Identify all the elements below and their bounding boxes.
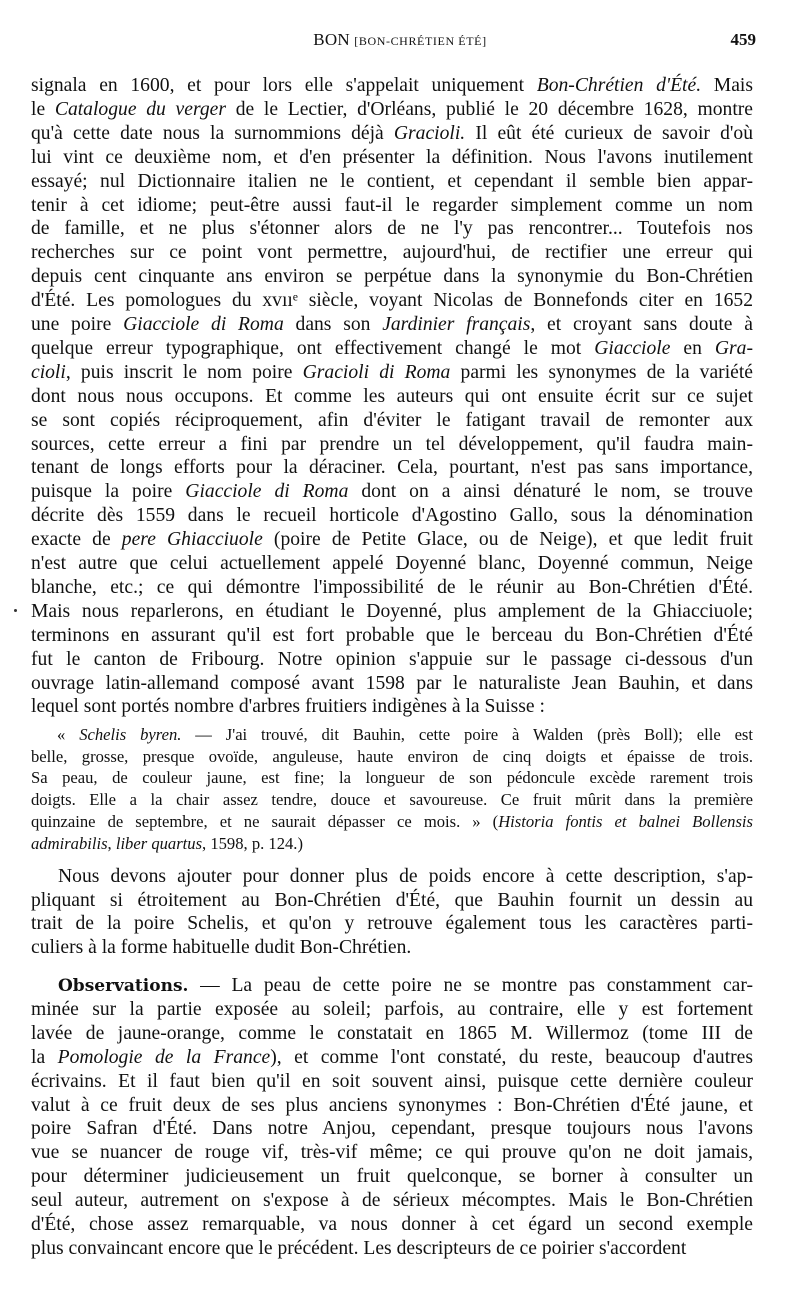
- text-segment: la: [31, 1046, 58, 1068]
- italic-segment: Schelis byren.: [79, 725, 182, 744]
- text-segment: poire Safran d'Été. Dans notre Anjou, cependant, presque toujours nous l'avons: [31, 1118, 753, 1140]
- text-segment: , et croyant sans doute à: [530, 314, 753, 335]
- text-segment: doigts. Elle a la chair assez tendre, douce et savoureuse. Ce fruit mûrit dans la première: [31, 790, 753, 810]
- italic-segment: liber quartus: [115, 833, 203, 853]
- text-line: [31, 504, 753, 527]
- text-segment: le: [31, 98, 55, 120]
- text-segment: ouvrage latin-allemand composé avant 1598 par le naturaliste Jean Bauhin, et dans: [31, 672, 753, 694]
- text-line: [31, 361, 753, 384]
- text-line: [31, 1141, 753, 1164]
- text-line: [31, 194, 753, 217]
- section-heading: Observations.: [58, 976, 189, 996]
- text-line: [31, 313, 753, 336]
- text-segment: sources, cette erreur a fini par prendre un tel développement, qu'il faudra main-: [31, 433, 753, 455]
- text-line: [31, 865, 753, 888]
- text-line: [31, 74, 753, 97]
- italic-segment: Gracioli.: [393, 122, 466, 144]
- text-segment: parmi les synonymes de la variété: [450, 361, 753, 383]
- text-segment: blanche, etc.; ce qui démontre l'impossibilité de le réunir au Bon-Chrétien d'Été.: [31, 576, 753, 598]
- text-line: [31, 385, 753, 408]
- text-segment: depuis cent cinquante ans environ se perpétue dans la synonymie du Bon-Chrétien: [31, 266, 753, 288]
- text-segment: tenant de longs efforts pour la déraciner. Cela, pourtant, n'est pas sans importance,: [31, 457, 753, 479]
- text-line: [31, 600, 753, 623]
- text-line: [31, 648, 753, 671]
- text-line: [31, 241, 753, 264]
- italic-segment: Giacciole di Roma: [123, 314, 284, 335]
- text-line: [31, 974, 753, 998]
- text-line: [31, 998, 753, 1021]
- text-line: [31, 265, 753, 288]
- text-line: [31, 98, 753, 121]
- page-number: 459: [730, 30, 756, 49]
- text-segment: culiers à la forme habituelle dudit Bon-Chrétien.: [31, 936, 412, 958]
- text-segment: Nous devons ajouter pour donner plus de poids encore à cette description, s'ap-: [58, 866, 753, 887]
- text-line: [31, 1213, 753, 1236]
- text-line: [31, 672, 753, 695]
- text-segment: fut le canton de Fribourg. Notre opinion s'appuie sur le passage ci-dessous d'un: [31, 648, 753, 670]
- text-segment: Il eût été curieux de savoir d'où: [465, 122, 753, 144]
- italic-segment: admirabilis: [31, 833, 108, 853]
- text-segment: d'Été. Les pomologues du xvııᵉ siècle, voyant Nicolas de Bonnefonds citer en 1652: [31, 290, 753, 312]
- text-segment: plus convaincant encore que le précédent. Les descripteurs de ce poirier s'accordent: [31, 1237, 687, 1259]
- italic-segment: Pomologie de la France: [57, 1046, 271, 1068]
- text-segment: se sont copiés réciproquement, afin d'éviter le fatigant travail de remonter aux: [31, 409, 753, 431]
- text-segment: décrite dès 1559 dans le recueil horticole d'Agostino Gallo, sous la dénomination: [31, 505, 753, 527]
- text-segment: (poire de Petite Glace, ou de Neige), et que ledit fruit: [262, 529, 753, 551]
- text-segment: Mais: [701, 75, 753, 96]
- running-title-sub: [BON-CHRÉTIEN ÉTÉ]: [354, 34, 487, 48]
- text-segment: pliquant si étroitement au Bon-Chrétien d'Été, que Bauhin fournit un dessin au: [31, 889, 753, 911]
- text-line: [31, 912, 753, 935]
- text-segment: valut à ce fruit deux de ses plus anciens synonymes : Bon-Chrétien d'Été jaune, et: [31, 1094, 753, 1116]
- text-segment: dont nous nous occupons. Et comme les auteurs qui ont ensuite écrit sur ce sujet: [31, 385, 753, 407]
- text-segment: lui vint ce deuxième nom, et d'en présenter la définition. Nous l'avons inutilement: [31, 146, 753, 168]
- text-segment: minée sur la partie exposée au soleil; parfois, au contraire, elle y est fortement: [31, 998, 753, 1020]
- text-line: [31, 1070, 753, 1093]
- text-segment: — J'ai trouvé, dit Bauhin, cette poire à Walden (près Boll); elle est: [181, 725, 754, 744]
- text-line: [31, 552, 753, 575]
- text-segment: essayé; nul Dictionnaire italien ne le contient, et cependant il semble bien appar-: [31, 170, 753, 192]
- text-line: [31, 433, 753, 456]
- text-segment: une poire: [31, 314, 124, 335]
- text-line: [31, 1237, 753, 1260]
- text-line: [31, 790, 753, 810]
- text-segment: seul auteur, autrement on s'expose à de sérieux mécomptes. Mais le Bon-Chrétien: [31, 1190, 753, 1212]
- text-segment: exacte de: [31, 529, 122, 551]
- text-line: [31, 409, 753, 432]
- text-line: [31, 576, 753, 599]
- text-segment: «: [57, 725, 80, 744]
- text-segment: trait de la poire Schelis, et qu'on y retrouve également tous les caractères parti-: [31, 913, 753, 934]
- text-line: [31, 528, 753, 551]
- text-segment: lavée de jaune-orange, comme le constatait en 1865 M. Willermoz (tome III de: [31, 1022, 753, 1044]
- text-line: [31, 768, 753, 788]
- print-speck: [14, 609, 17, 612]
- text-line: [31, 122, 753, 145]
- text-segment: n'est autre que celui actuellement appelé Doyenné blanc, Doyenné commun, Neige: [31, 553, 753, 574]
- text-line: [31, 936, 753, 959]
- text-line: [31, 1022, 753, 1045]
- italic-segment: Jardinier français: [382, 314, 531, 335]
- text-segment: dont on a ainsi dénaturé le nom, se trouve: [348, 481, 753, 503]
- text-segment: — La peau de cette poire ne se montre pas constamment car-: [188, 975, 753, 996]
- text-line: [31, 1046, 753, 1069]
- text-line: [31, 624, 753, 647]
- text-line: [31, 889, 753, 912]
- text-line: [31, 834, 753, 854]
- text-line: [31, 170, 753, 193]
- italic-segment: Giacciole di Roma: [185, 481, 349, 503]
- text-segment: lequel sont portés nombre d'arbres fruitiers indigènes à la Suisse :: [31, 696, 545, 718]
- text-segment: ), et comme l'ont constaté, du reste, beaucoup d'autres: [270, 1046, 753, 1068]
- italic-segment: Catalogue du verger: [54, 98, 226, 120]
- italic-segment: Gra-: [714, 337, 753, 359]
- text-segment: , 1598, p. 124.): [202, 833, 303, 853]
- text-line: [31, 1165, 753, 1188]
- text-segment: dans son: [283, 314, 383, 335]
- text-segment: Sa peau, de couleur jaune, est fine; la longueur de son pédoncule excède rarement trois: [31, 768, 753, 788]
- text-segment: , puis inscrit le nom poire: [65, 361, 303, 383]
- text-segment: terminons en assurant qu'il est fort probable que le berceau du Bon-Chrétien d'Été: [31, 624, 753, 646]
- text-line: [31, 146, 753, 169]
- text-line: [31, 1094, 753, 1117]
- italic-segment: Giacciole: [594, 337, 671, 359]
- text-line: [31, 695, 753, 718]
- text-line: [31, 456, 753, 479]
- text-segment: de le Lectier, d'Orléans, publié le 20 décembre 1628, montre: [225, 98, 753, 120]
- text-segment: recherches sur ce point vont permettre, aujourd'hui, de rectifier une erreur qui: [31, 242, 753, 264]
- text-line: [31, 1117, 753, 1140]
- text-segment: belle, grosse, presque ovoïde, anguleuse, haute environ de cinq doigts et épaisse de trois.: [31, 746, 753, 766]
- text-segment: d'Été, chose assez remarquable, va nous donner à cet égard un second exemple: [31, 1214, 753, 1235]
- running-header: [0, 30, 800, 54]
- italic-segment: Historia fontis et balnei Bollensis: [498, 811, 753, 831]
- text-segment: tenir à cet idiome; peut-être aussi faut-il le regarder simplement comme un nom: [31, 194, 753, 216]
- text-line: [31, 812, 753, 832]
- text-line: [31, 289, 753, 312]
- text-segment: puisque la poire: [31, 481, 186, 503]
- text-line: [31, 747, 753, 767]
- italic-segment: pere Ghiacciuole: [121, 529, 263, 551]
- text-line: [31, 337, 753, 360]
- running-title-main: BON: [313, 30, 350, 49]
- text-segment: écrivains. Et il faut bien qu'il en soit souvent ainsi, puisque cette dernière couleur: [31, 1070, 753, 1092]
- italic-segment: Bon-Chrétien d'Été.: [536, 75, 702, 96]
- text-segment: vue se nuancer de rouge vif, très-vif même; ce qui prouve qu'on ne doit jamais,: [31, 1142, 753, 1164]
- italic-segment: Gracioli di Roma: [302, 361, 451, 383]
- text-line: [31, 725, 753, 745]
- running-title: [0, 30, 800, 50]
- text-line: [31, 217, 753, 240]
- text-segment: de famille, et ne plus s'étonner alors de ne l'y pas rencontrer... Toutefois nos: [31, 218, 753, 240]
- text-segment: signala en 1600, et pour lors elle s'appelait uniquement: [31, 75, 537, 96]
- text-segment: pour déterminer judicieusement un fruit quelconque, se borner à consulter un: [31, 1166, 753, 1188]
- text-line: [31, 480, 753, 503]
- text-segment: en: [670, 337, 715, 359]
- text-segment: qu'à cette date nous la surnommions déjà: [31, 122, 394, 144]
- text-segment: quelque erreur typographique, ont effectivement changé le mot: [31, 337, 595, 359]
- text-line: [31, 1189, 753, 1212]
- text-segment: Mais nous reparlerons, en étudiant le Doyenné, plus amplement de la Ghiacciuole;: [31, 600, 753, 622]
- text-segment: ,: [107, 833, 116, 853]
- text-segment: quinzaine de septembre, et ne saurait dépasser ce mois. » (: [31, 811, 499, 831]
- italic-segment: cioli: [31, 361, 66, 383]
